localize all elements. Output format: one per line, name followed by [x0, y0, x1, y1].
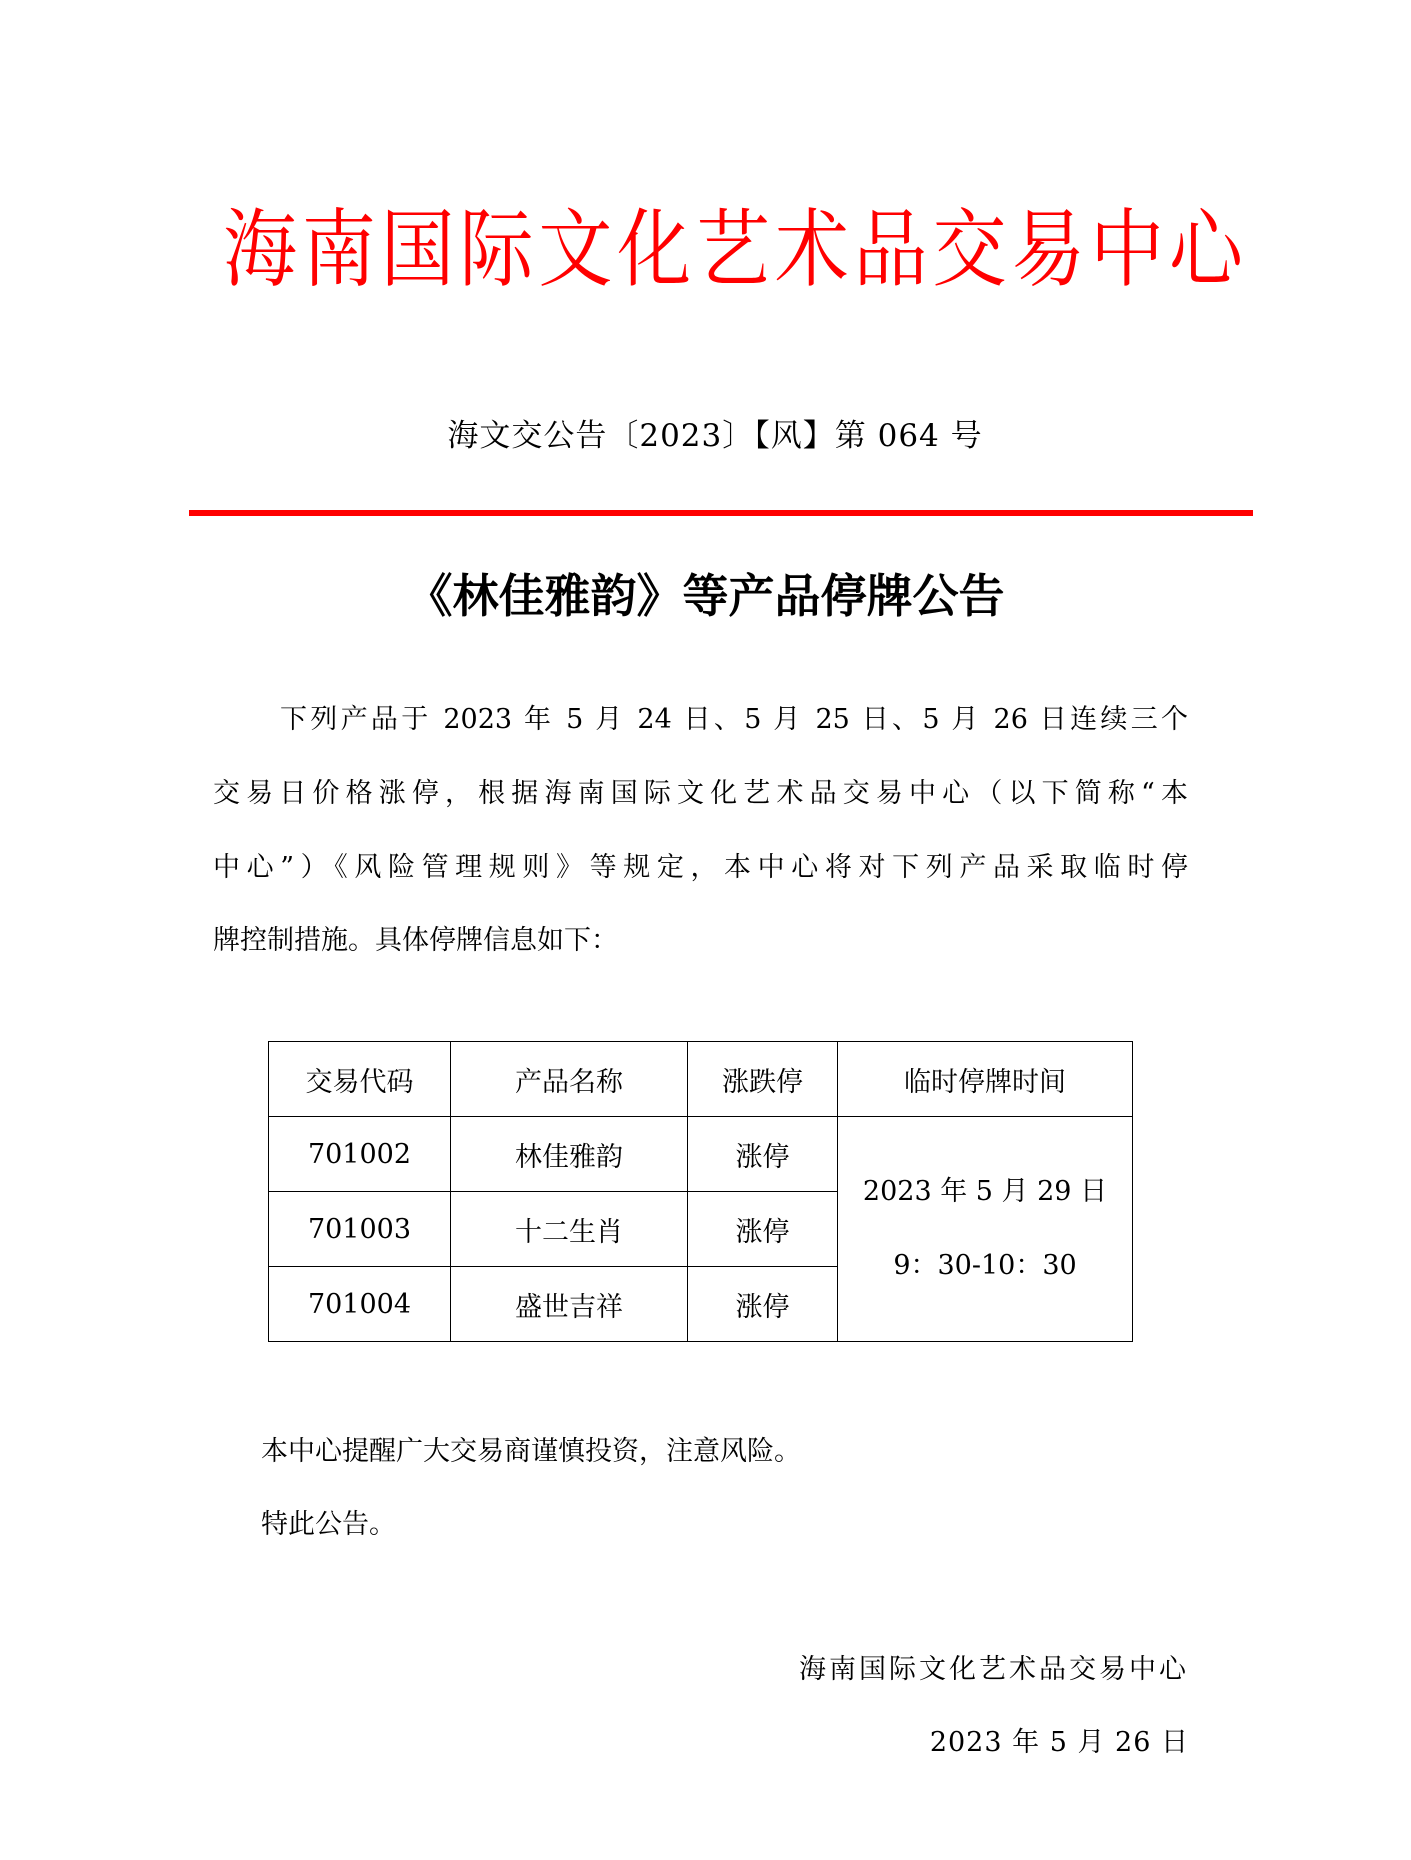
- letterhead-char: 文: [538, 200, 613, 300]
- body-line: 交易日价格涨停，根据海南国际文化艺术品交易中心（以下简称“本: [213, 778, 1188, 809]
- letterhead-char: 国: [380, 200, 455, 300]
- letterhead-char: 术: [774, 200, 849, 300]
- letterhead-char: 际: [459, 200, 534, 300]
- table-header-row: [269, 1042, 1133, 1117]
- closing-notice: 特此公告。: [261, 1509, 396, 1540]
- halt-time-cell: [838, 1117, 1133, 1342]
- trade-code-cell: 701003: [269, 1192, 451, 1267]
- trade-code-cell: 701004: [269, 1267, 451, 1342]
- letterhead-char: 心: [1168, 200, 1243, 300]
- letterhead-char: 海: [223, 200, 297, 300]
- halt-hours: 9：30-10：30: [893, 1250, 1077, 1281]
- halt-table: [268, 1041, 1133, 1342]
- halt-date: 2023 年 5 月 29 日: [862, 1176, 1108, 1207]
- body-line: 牌控制措施。具体停牌信息如下：: [213, 925, 618, 956]
- letterhead-char: 中: [1090, 200, 1165, 300]
- letterhead-char: 艺: [695, 200, 770, 300]
- product-name-cell: 林佳雅韵: [451, 1117, 688, 1192]
- body-line: 中心”）《风险管理规则》等规定，本中心将对下列产品采取临时停: [213, 852, 1188, 883]
- header-trade-code: 交易代码: [269, 1042, 451, 1117]
- document-number: 海文交公告〔2023〕【风】第 064 号: [447, 418, 983, 454]
- product-name-cell: 盛世吉祥: [451, 1267, 688, 1342]
- letterhead-char: 南: [301, 200, 376, 300]
- signature-org: 海南国际文化艺术品交易中心: [799, 1654, 1189, 1685]
- table-row: [269, 1117, 1133, 1192]
- letterhead-char: 品: [853, 200, 928, 300]
- header-product-name: 产品名称: [451, 1042, 688, 1117]
- red-divider: [189, 510, 1253, 516]
- limit-status-cell: 涨停: [688, 1192, 838, 1267]
- body-line: 下列产品于 2023 年 5 月 24 日、5 月 25 日、5 月 26 日连续三个: [280, 704, 1188, 735]
- product-name-cell: 十二生肖: [451, 1192, 688, 1267]
- letterhead-title: [223, 200, 1243, 300]
- header-halt-time: 临时停牌时间: [838, 1042, 1133, 1117]
- header-limit-status: 涨跌停: [688, 1042, 838, 1117]
- letterhead-char: 易: [1011, 200, 1086, 300]
- letterhead-char: 交: [932, 200, 1007, 300]
- limit-status-cell: 涨停: [688, 1267, 838, 1342]
- limit-status-cell: 涨停: [688, 1117, 838, 1192]
- risk-reminder: 本中心提醒广大交易商谨慎投资，注意风险。: [261, 1436, 801, 1467]
- notice-heading: 《林佳雅韵》等产品停牌公告: [406, 569, 1005, 623]
- letterhead-char: 化: [617, 200, 692, 300]
- signature-date: 2023 年 5 月 26 日: [929, 1727, 1189, 1758]
- trade-code-cell: 701002: [269, 1117, 451, 1192]
